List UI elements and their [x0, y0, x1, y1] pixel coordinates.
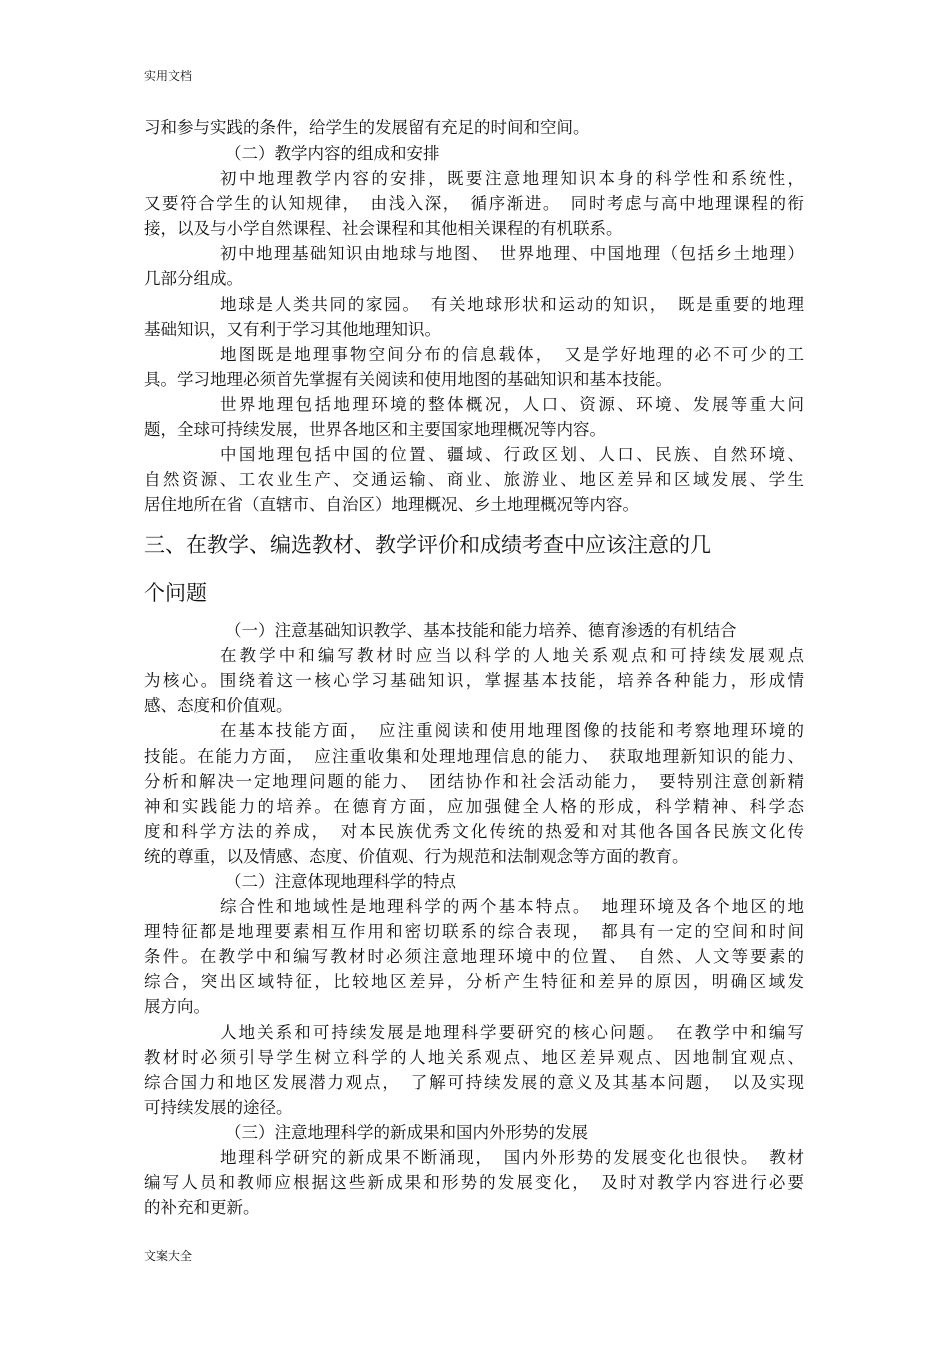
paragraph-line: 综合，突出区域特征，比较地区差异，分析产生特征和差异的原因，明确区域发 [144, 972, 804, 991]
section-heading: 个问题 [144, 581, 207, 605]
subsection-heading: （二）教学内容的组成和安排 [225, 144, 440, 163]
paragraph-line: 编写人员和教师应根据这些新成果和形势的发展变化， 及时对教学内容进行必要 [144, 1173, 804, 1192]
paragraph-line: 感、态度和价值观。 [144, 696, 293, 715]
paragraph-line: 居住地所在省（直辖市、自治区）地理概况、乡土地理概况等内容。 [144, 495, 639, 514]
paragraph-line: 统的尊重，以及情感、态度、价值观、行为规范和法制观念等方面的教育。 [144, 847, 689, 866]
paragraph-line: 地球是人类共同的家园。 有关地球形状和运动的知识， 既是重要的地理 [220, 295, 804, 314]
paragraph-line: 分析和解决一定地理问题的能力、 团结协作和社会活动能力， 要特别注意创新精 [144, 772, 804, 791]
paragraph-line: 度和科学方法的养成， 对本民族优秀文化传统的热爱和对其他各国各民族文化传 [144, 822, 804, 841]
paragraph-line: 具。学习地理必须首先掌握有关阅读和使用地图的基础知识和基本技能。 [144, 370, 672, 389]
paragraph-line: 世界地理包括地理环境的整体概况，人口、资源、环境、发展等重大问 [220, 395, 804, 414]
paragraph-line: 条件。在教学中和编写教材时必须注意地理环境中的位置、 自然、人文等要素的 [144, 947, 804, 966]
paragraph-line: 地图既是地理事物空间分布的信息载体， 又是学好地理的必不可少的工 [220, 345, 804, 364]
paragraph-line: 在基本技能方面， 应注重阅读和使用地理图像的技能和考察地理环境的 [220, 721, 804, 740]
paragraph-line: 中国地理包括中国的位置、疆域、行政区划、人口、民族、自然环境、 [220, 445, 804, 464]
paragraph-line: 技能。在能力方面， 应注重收集和处理地理信息的能力、 获取地理新知识的能力、 [144, 747, 804, 766]
paragraph-line: 基础知识，又有利于学习其他地理知识。 [144, 320, 441, 339]
paragraph-line: 综合性和地域性是地理科学的两个基本特点。 地理环境及各个地区的地 [220, 897, 804, 916]
paragraph-line: 题，全球可持续发展，世界各地区和主要国家地理概况等内容。 [144, 420, 606, 439]
paragraph-line: 初中地理教学内容的安排，既要注意地理知识本身的科学性和系统性， [220, 169, 804, 188]
page-header: 实用文档 [144, 69, 193, 83]
paragraph-line: 在教学中和编写教材时应当以科学的人地关系观点和可持续发展观点 [220, 646, 804, 665]
page-footer: 文案大全 [144, 1249, 193, 1263]
paragraph-line: 为核心。围绕着这一核心学习基础知识，掌握基本技能，培养各种能力，形成情 [144, 671, 804, 690]
paragraph-line: 综合国力和地区发展潜力观点， 了解可持续发展的意义及其基本问题， 以及实现 [144, 1073, 804, 1092]
paragraph-line: 人地关系和可持续发展是地理科学要研究的核心问题。 在教学中和编写 [220, 1023, 804, 1042]
paragraph-line: 又要符合学生的认知规律， 由浅入深， 循序渐进。 同时考虑与高中地理课程的衔 [144, 194, 804, 213]
paragraph-line: 接，以及与小学自然课程、社会课程和其他相关课程的有机联系。 [144, 219, 623, 238]
paragraph-line: 几部分组成。 [144, 269, 243, 288]
subsection-heading: （三）注意地理科学的新成果和国内外形势的发展 [225, 1123, 588, 1142]
subsection-heading: （二）注意体现地理科学的特点 [225, 872, 456, 891]
paragraph-line: 展方向。 [144, 997, 210, 1016]
paragraph-line: 教材时必须引导学生树立科学的人地关系观点、地区差异观点、因地制宜观点、 [144, 1048, 804, 1067]
paragraph-line: 初中地理基础知识由地球与地图、 世界地理、中国地理（包括乡土地理） [220, 244, 804, 263]
paragraph-line: 地理科学研究的新成果不断涌现， 国内外形势的发展变化也很快。 教材 [220, 1148, 804, 1167]
paragraph-line: 的补充和更新。 [144, 1198, 260, 1217]
paragraph-line: 神和实践能力的培养。在德育方面，应加强健全人格的形成，科学精神、科学态 [144, 797, 804, 816]
paragraph-line: 可持续发展的途径。 [144, 1098, 293, 1117]
paragraph-line: 习和参与实践的条件，给学生的发展留有充足的时间和空间。 [144, 118, 590, 137]
section-heading: 三、在教学、编选教材、教学评价和成绩考查中应该注意的几 [144, 533, 711, 557]
paragraph-line: 自然资源、工农业生产、交通运输、商业、旅游业、地区差异和区域发展、学生 [144, 470, 804, 489]
paragraph-line: 理特征都是地理要素相互作用和密切联系的综合表现， 都具有一定的空间和时间 [144, 922, 804, 941]
subsection-heading: （一）注意基础知识教学、基本技能和能力培养、德育渗透的有机结合 [225, 621, 737, 640]
